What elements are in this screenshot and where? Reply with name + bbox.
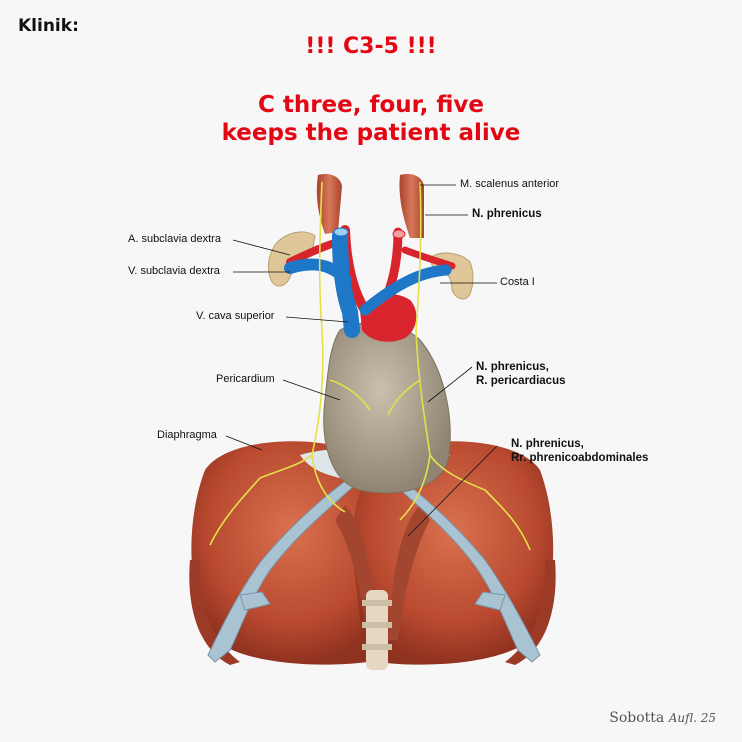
label-v-cava: V. cava superior — [196, 310, 275, 322]
page-title: !!! C3-5 !!! — [305, 34, 437, 59]
source-credit — [609, 710, 716, 726]
credit-source: Sobotta — [609, 710, 665, 726]
label-v-subclavia: V. subclavia dextra — [128, 265, 220, 277]
credit-edition: Aufl. 25 — [668, 711, 716, 725]
label-diaphragma: Diaphragma — [157, 429, 217, 441]
pericardium-shape — [324, 323, 450, 493]
clinical-heading: Klinik: — [18, 16, 79, 36]
label-pericardium: Pericardium — [216, 373, 275, 385]
label-abdominales-2: Rr. phrenicoabdominales — [511, 452, 649, 464]
label-costa: Costa I — [500, 276, 535, 288]
mnemonic-line-2: keeps the patient alive — [221, 120, 521, 146]
label-pericardiacus-1: N. phrenicus, — [476, 361, 549, 373]
label-a-subclavia: A. subclavia dextra — [128, 233, 221, 245]
label-n-phrenicus: N. phrenicus — [472, 208, 542, 220]
mnemonic-line-1: C three, four, five — [257, 92, 485, 118]
label-scalenus-anterior: M. scalenus anterior — [460, 178, 560, 190]
label-abdominales-1: N. phrenicus, — [511, 438, 584, 450]
label-pericardiacus-2: R. pericardiacus — [476, 375, 566, 387]
